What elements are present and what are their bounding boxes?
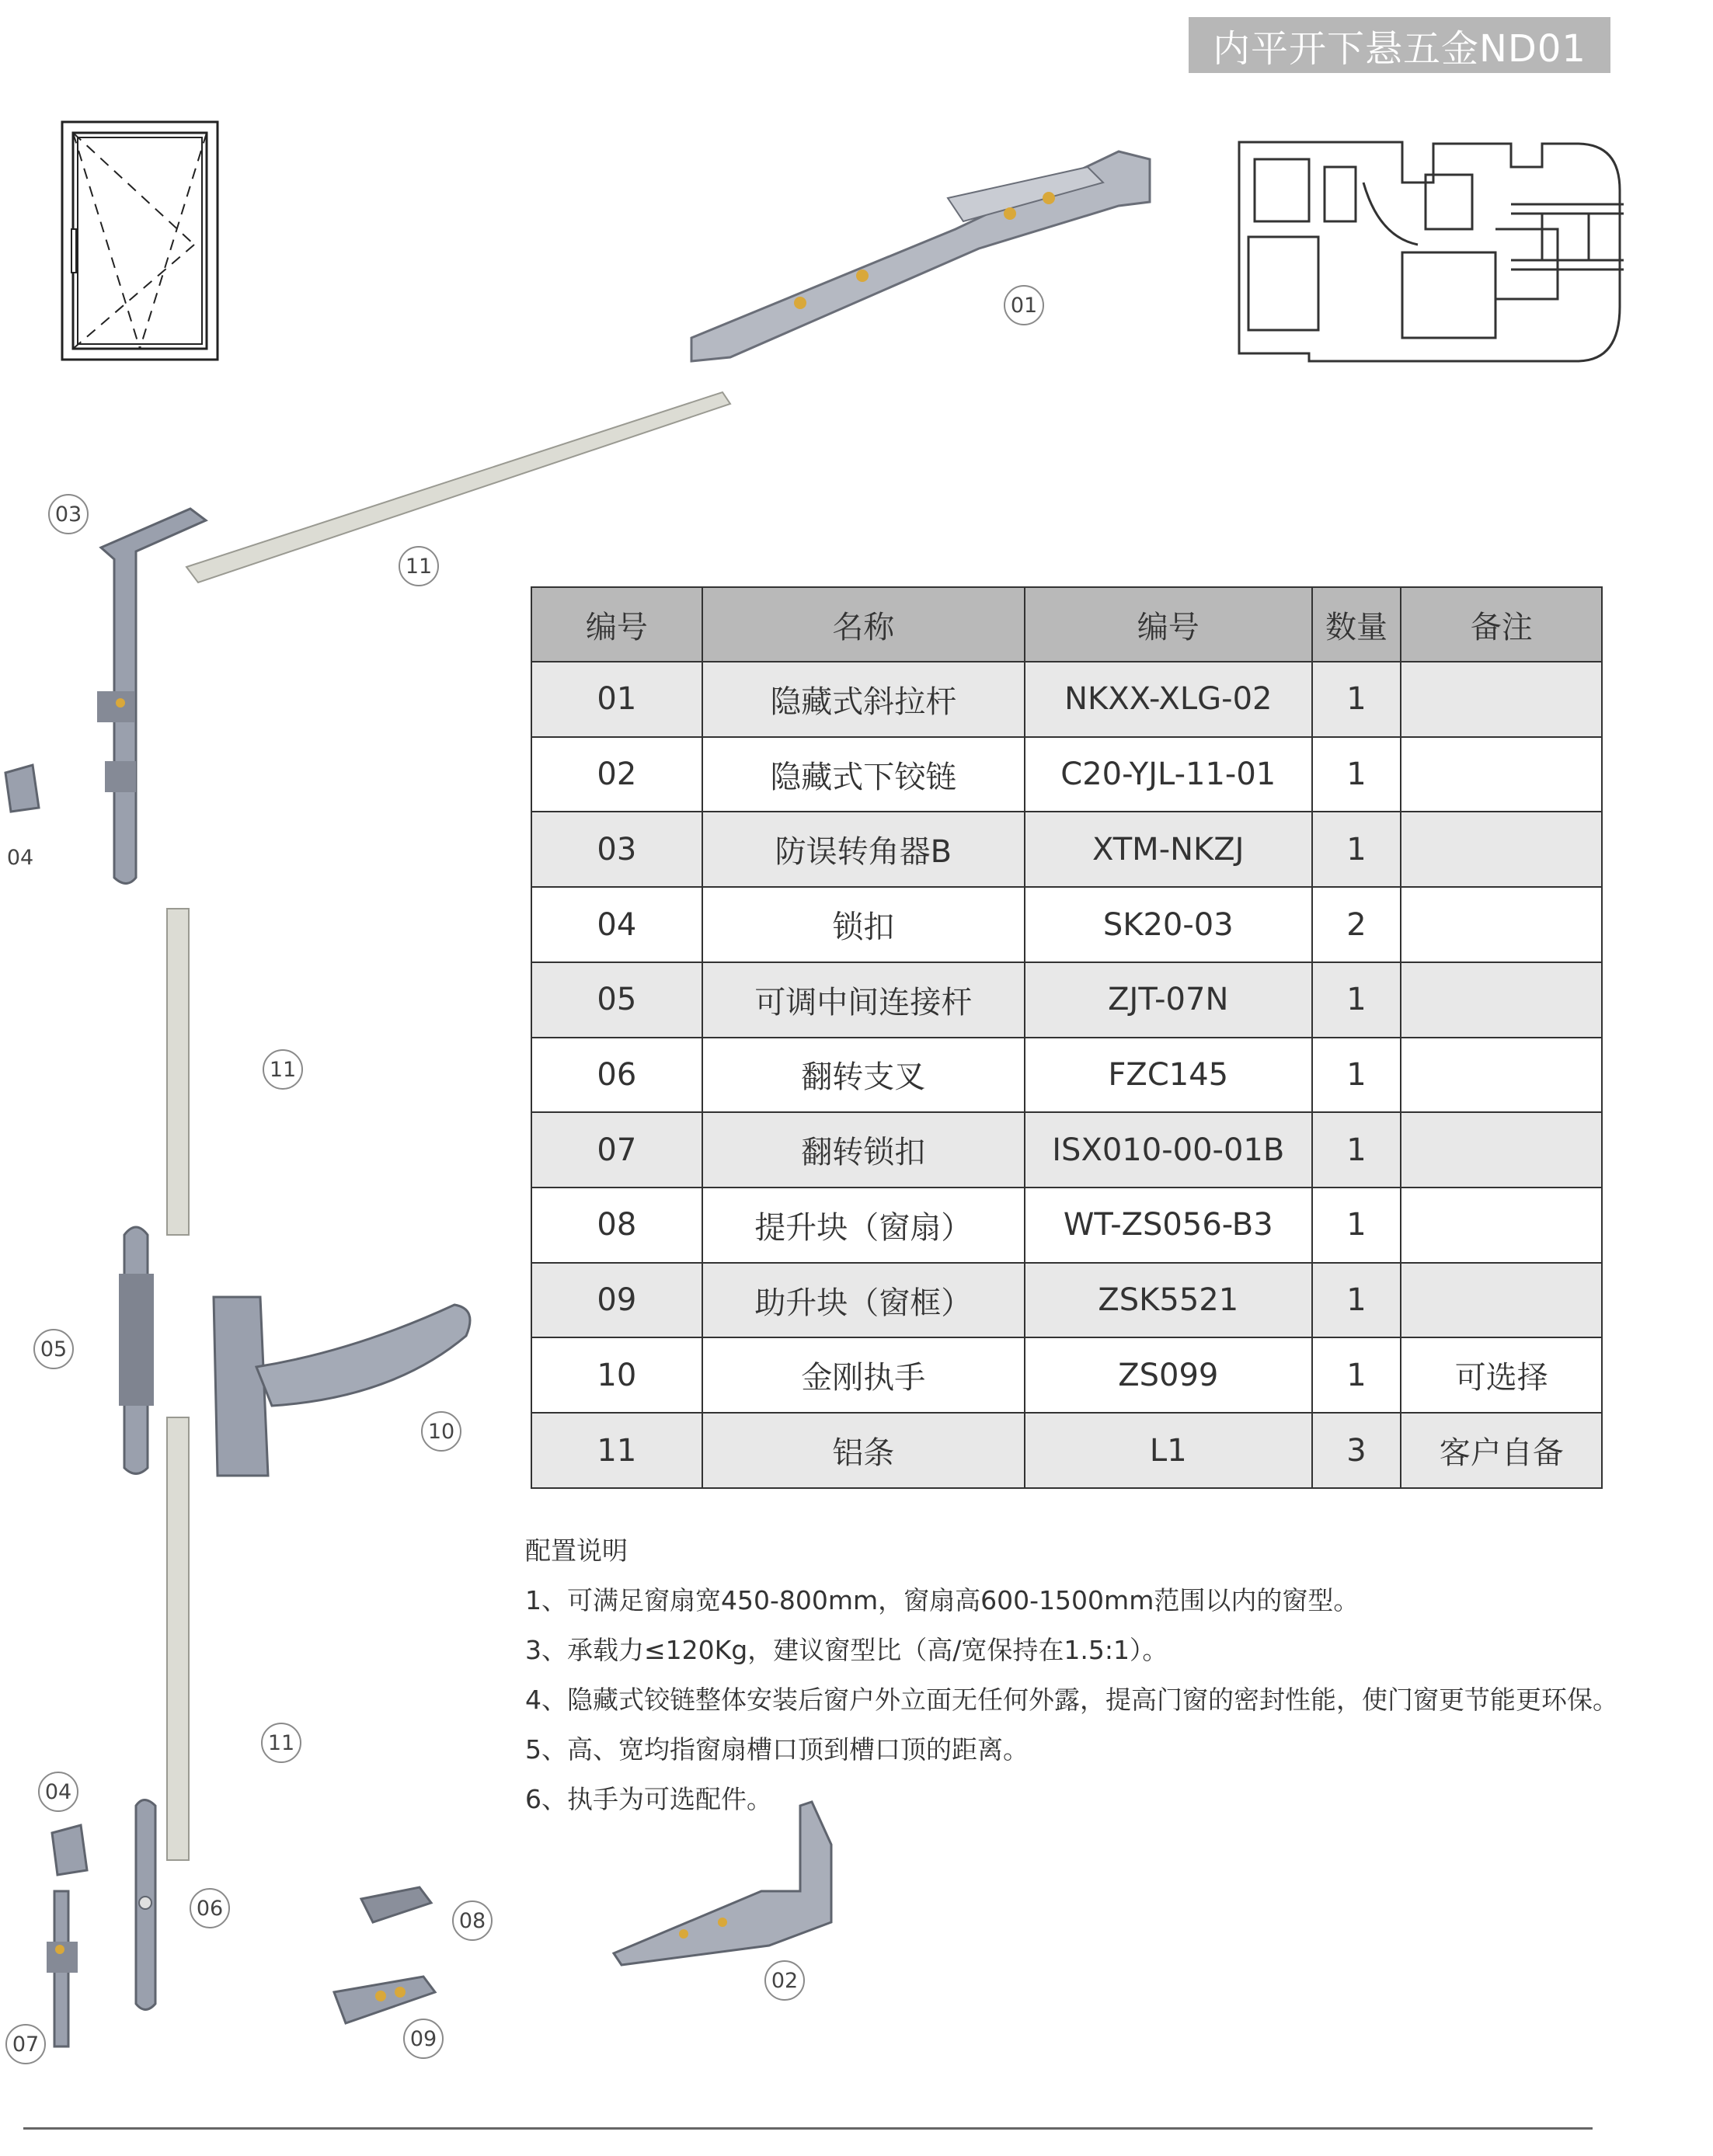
table-row [531, 1188, 1602, 1263]
callout-11-bottom: 11 [261, 1723, 301, 1763]
cell-remark: 可选择 [1401, 1337, 1602, 1413]
cell-remark [1401, 1188, 1602, 1263]
cell-number: 07 [531, 1112, 702, 1188]
cell-remark [1401, 812, 1602, 887]
table-row [531, 737, 1602, 812]
part-08-lifting-block [357, 1883, 435, 1926]
cell-quantity: 1 [1312, 737, 1401, 812]
part-03-corner-drive [89, 505, 218, 889]
bottom-divider [23, 2127, 1593, 2130]
cell-remark [1401, 662, 1602, 737]
cell-quantity: 2 [1312, 887, 1401, 962]
cell-quantity: 1 [1312, 1112, 1401, 1188]
header-name: 名称 [702, 587, 1025, 662]
callout-06: 06 [190, 1888, 230, 1928]
part-11-aluminium-strip-middle [163, 905, 194, 1239]
table-row [531, 1413, 1602, 1488]
part-04-keeper-bottom [48, 1825, 91, 1880]
cell-quantity: 1 [1312, 1263, 1401, 1338]
cell-number: 06 [531, 1038, 702, 1113]
table-row [531, 1038, 1602, 1113]
note-item: 5、高、宽均指窗扇槽口顶到槽口顶的距离。 [525, 1734, 1029, 1765]
cell-name: 助升块（窗框） [702, 1263, 1025, 1338]
table-row [531, 662, 1602, 737]
cell-number: 04 [531, 887, 702, 962]
cell-code: FZC145 [1025, 1038, 1312, 1113]
cell-number: 11 [531, 1413, 702, 1488]
part-01-tilt-arm [684, 144, 1165, 377]
window-opening-diagram [61, 120, 220, 363]
cell-remark [1401, 737, 1602, 812]
cell-code: ISX010-00-01B [1025, 1112, 1312, 1188]
parts-table [531, 586, 1603, 1489]
callout-03: 03 [48, 494, 89, 534]
callout-11-middle: 11 [263, 1049, 303, 1090]
cell-name: 防误转角器B [702, 812, 1025, 887]
callout-01: 01 [1004, 285, 1044, 325]
table-row [531, 962, 1602, 1038]
cell-remark: 客户自备 [1401, 1413, 1602, 1488]
callout-11-top: 11 [399, 546, 439, 586]
cell-code: ZS099 [1025, 1337, 1312, 1413]
cell-code: XTM-NKZJ [1025, 812, 1312, 887]
cell-number: 05 [531, 962, 702, 1038]
callout-04-bottom: 04 [38, 1772, 78, 1812]
cell-remark [1401, 887, 1602, 962]
cell-remark [1401, 962, 1602, 1038]
header-quantity: 数量 [1312, 587, 1401, 662]
part-10-handle [198, 1289, 478, 1483]
cell-number: 08 [531, 1188, 702, 1263]
header-remark: 备注 [1401, 587, 1602, 662]
cell-code: C20-YJL-11-01 [1025, 737, 1312, 812]
table-row [531, 1112, 1602, 1188]
note-item: 3、承载力≤120Kg，建议窗型比（高/宽保持在1.5:1）。 [525, 1635, 1168, 1665]
cell-name: 提升块（窗扇） [702, 1188, 1025, 1263]
cell-quantity: 3 [1312, 1413, 1401, 1488]
cell-name: 翻转锁扣 [702, 1112, 1025, 1188]
cell-remark [1401, 1263, 1602, 1338]
cell-number: 09 [531, 1263, 702, 1338]
cell-number: 02 [531, 737, 702, 812]
cell-code: ZJT-07N [1025, 962, 1312, 1038]
cell-number: 10 [531, 1337, 702, 1413]
profile-cross-section [1231, 136, 1628, 365]
cell-code: ZSK5521 [1025, 1263, 1312, 1338]
table-row [531, 1337, 1602, 1413]
note-item: 6、执手为可选配件。 [525, 1784, 772, 1814]
cell-code: NKXX-XLG-02 [1025, 662, 1312, 737]
part-04-keeper-top [2, 765, 42, 815]
part-07-tilt-keeper [43, 1887, 89, 2050]
header-number: 编号 [531, 587, 702, 662]
cell-quantity: 1 [1312, 1188, 1401, 1263]
cell-name: 锁扣 [702, 887, 1025, 962]
callout-02: 02 [764, 1960, 805, 2001]
cell-number: 03 [531, 812, 702, 887]
cell-quantity: 1 [1312, 812, 1401, 887]
note-item: 1、可满足窗扇宽450-800mm，窗扇高600-1500mm范围以内的窗型。 [525, 1585, 1360, 1615]
notes-heading: 配置说明 [525, 1535, 628, 1566]
part-05-middle-connecting-rod [113, 1219, 159, 1480]
callout-05: 05 [33, 1329, 74, 1369]
cell-name: 翻转支叉 [702, 1038, 1025, 1113]
table-row [531, 1263, 1602, 1338]
cell-code: WT-ZS056-B3 [1025, 1188, 1312, 1263]
cell-quantity: 1 [1312, 1337, 1401, 1413]
cell-name: 可调中间连接杆 [702, 962, 1025, 1038]
cell-code: SK20-03 [1025, 887, 1312, 962]
page-title-badge: 内平开下悬五金ND01 [1189, 17, 1610, 73]
cell-name: 金刚执手 [702, 1337, 1025, 1413]
callout-09: 09 [403, 2019, 444, 2059]
part-11-aluminium-strip-top [179, 384, 738, 586]
callout-10: 10 [421, 1411, 461, 1452]
table-row [531, 812, 1602, 887]
table-header-row [531, 587, 1602, 662]
callout-08: 08 [452, 1900, 493, 1941]
cell-number: 01 [531, 662, 702, 737]
table-row [531, 887, 1602, 962]
configuration-notes [525, 1526, 1706, 1824]
cell-quantity: 1 [1312, 962, 1401, 1038]
cell-remark [1401, 1038, 1602, 1113]
note-item: 4、隐藏式铰链整体安装后窗户外立面无任何外露，提高门窗的密封性能，使门窗更节能更环保。 [525, 1685, 1618, 1715]
callout-04-top: 04 [6, 845, 34, 870]
cell-name: 隐藏式下铰链 [702, 737, 1025, 812]
callout-07: 07 [5, 2024, 46, 2064]
cell-code: L1 [1025, 1413, 1312, 1488]
cell-name: 铝条 [702, 1413, 1025, 1488]
cell-quantity: 1 [1312, 1038, 1401, 1113]
cell-remark [1401, 1112, 1602, 1188]
part-06-tilt-stay [128, 1794, 171, 2015]
cell-quantity: 1 [1312, 662, 1401, 737]
header-code: 编号 [1025, 587, 1312, 662]
cell-name: 隐藏式斜拉杆 [702, 662, 1025, 737]
